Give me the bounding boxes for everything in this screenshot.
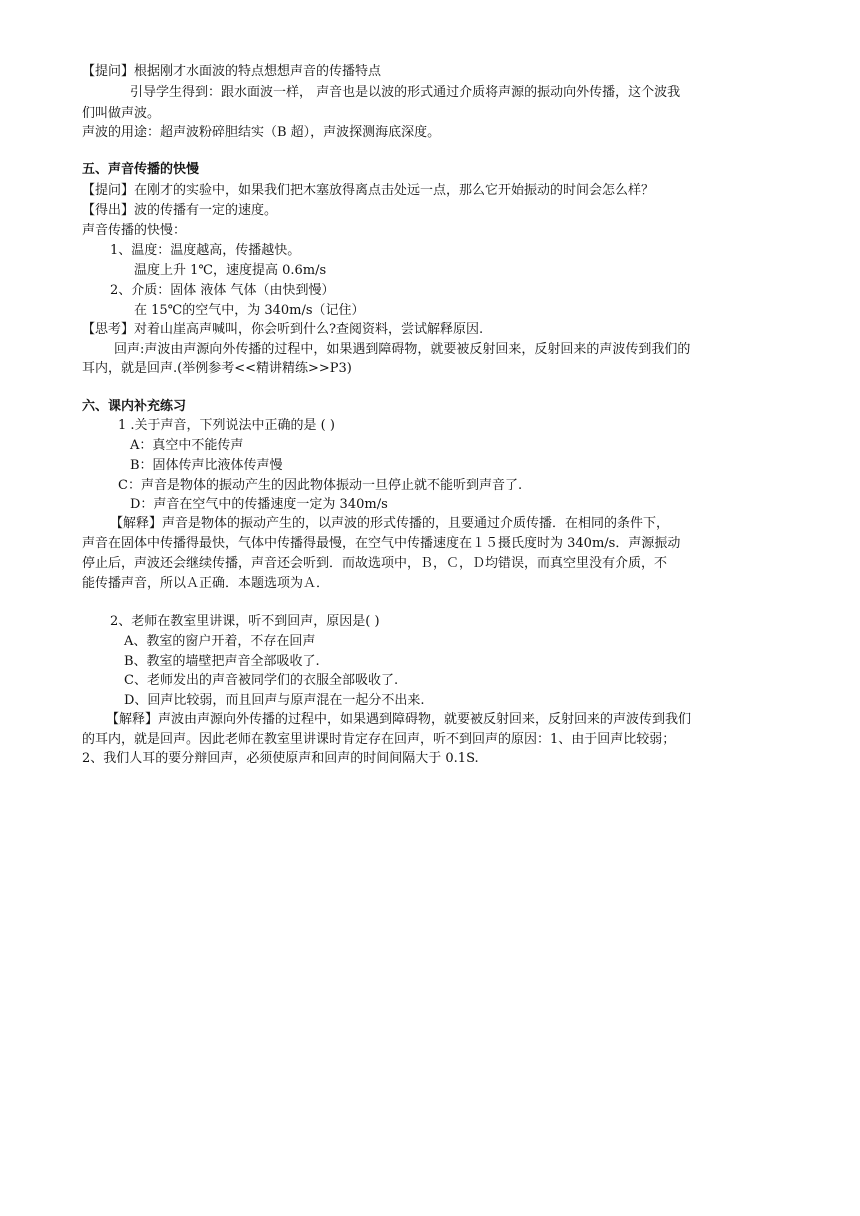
speed-intro: 声音传播的快慢： [82, 223, 187, 238]
question-1-option-a: A：真空中不能传声 [130, 438, 244, 453]
question-2-option-a: A、教室的窗户开着，不存在回声 [124, 634, 316, 649]
explanation-1-line-2: 声音在固体中传播得最快，气体中传播得最慢，在空气中传播速度在１５摄氏度时为 340m/s．声源振动 [82, 536, 681, 551]
question-2-option-d: D、回声比较弱，而且回声与原声混在一起分不出来. [124, 693, 425, 708]
question-1: 1 .关于声音，下列说法中正确的是 ( ) [118, 418, 335, 433]
explanation-1-line-3: 停止后，声波还会继续传播，声音还会听到．而故选项中，Ｂ，Ｃ，Ｄ均错误，而真空里没有介质，不 [82, 556, 668, 571]
question-1-option-b: B：固体传声比液体传声慢 [130, 458, 283, 473]
echo-definition: 回声:声波由声源向外传播的过程中，如果遇到障碍物，就要被反射回来，反射回来的声波传到我们的 [114, 342, 691, 357]
explanation-2-line-2: 的耳内，就是回声。因此老师在教室里讲课时肯定存在回声，听不到回声的原因：1、由于回声比较弱； [82, 732, 676, 747]
section-5-heading: 五、声音传播的快慢 [82, 162, 200, 177]
question-prompt: 【提问】根据刚才水面波的特点想想声音的传播特点 [82, 64, 382, 79]
conclusion: 【得出】波的传播有一定的速度。 [82, 203, 278, 218]
question-prompt-2: 【提问】在刚才的实验中，如果我们把木塞放得离点击处远一点，那么它开始振动的时间会怎么样？ [82, 183, 655, 198]
medium-item: 2、介质：固体 液体 气体（由快到慢） [110, 283, 335, 298]
temperature-item: 1、温度：温度越高，传播越快。 [110, 243, 301, 258]
explanation-2-line-3: 2、我们人耳的要分辩回声，必须使原声和回声的时间间隔大于 0.1S. [82, 751, 479, 766]
question-1-option-c: C：声音是物体的振动产生的因此物体振动一旦停止就不能听到声音了. [118, 478, 523, 493]
explanation-2: 【解释】声波由声源向外传播的过程中，如果遇到障碍物，就要被反射回来，反射回来的声波传到我们 [106, 712, 692, 727]
question-2-option-b: B、教室的墙壁把声音全部吸收了. [124, 654, 320, 669]
question-2: 2、老师在教室里讲课，听不到回声，原因是( ) [110, 614, 380, 629]
guide-text: 引导学生得到：跟水面波一样， 声音也是以波的形式通过介质将声源的振动向外传播，这个波我 [130, 85, 681, 100]
medium-detail: 在 15℃的空气中，为 340m/s（记住） [134, 303, 365, 318]
explanation-1: 【解释】声音是物体的振动产生的，以声波的形式传播的，且要通过介质传播．在相同的条件下， [110, 516, 670, 531]
temperature-detail: 温度上升 1℃，速度提高 0.6m/s [134, 263, 327, 278]
guide-text-cont: 们叫做声波。 [82, 106, 161, 121]
question-1-option-d: D：声音在空气中的传播速度一定为 340m/s [130, 497, 388, 512]
section-6-heading: 六、课内补充练习 [82, 399, 187, 414]
explanation-1-line-4: 能传播声音，所以Ａ正确．本题选项为Ａ． [82, 576, 330, 591]
think-prompt: 【思考】对着山崖高声喊叫，你会听到什么?查阅资料，尝试解释原因. [82, 322, 484, 337]
echo-definition-cont: 耳内，就是回声.(举例参考<<精讲精练>>P3) [82, 361, 352, 376]
sound-wave-uses: 声波的用途：超声波粉碎胆结实（B 超），声波探测海底深度。 [82, 125, 441, 140]
question-2-option-c: C、老师发出的声音被同学们的衣服全部吸收了. [124, 673, 399, 688]
